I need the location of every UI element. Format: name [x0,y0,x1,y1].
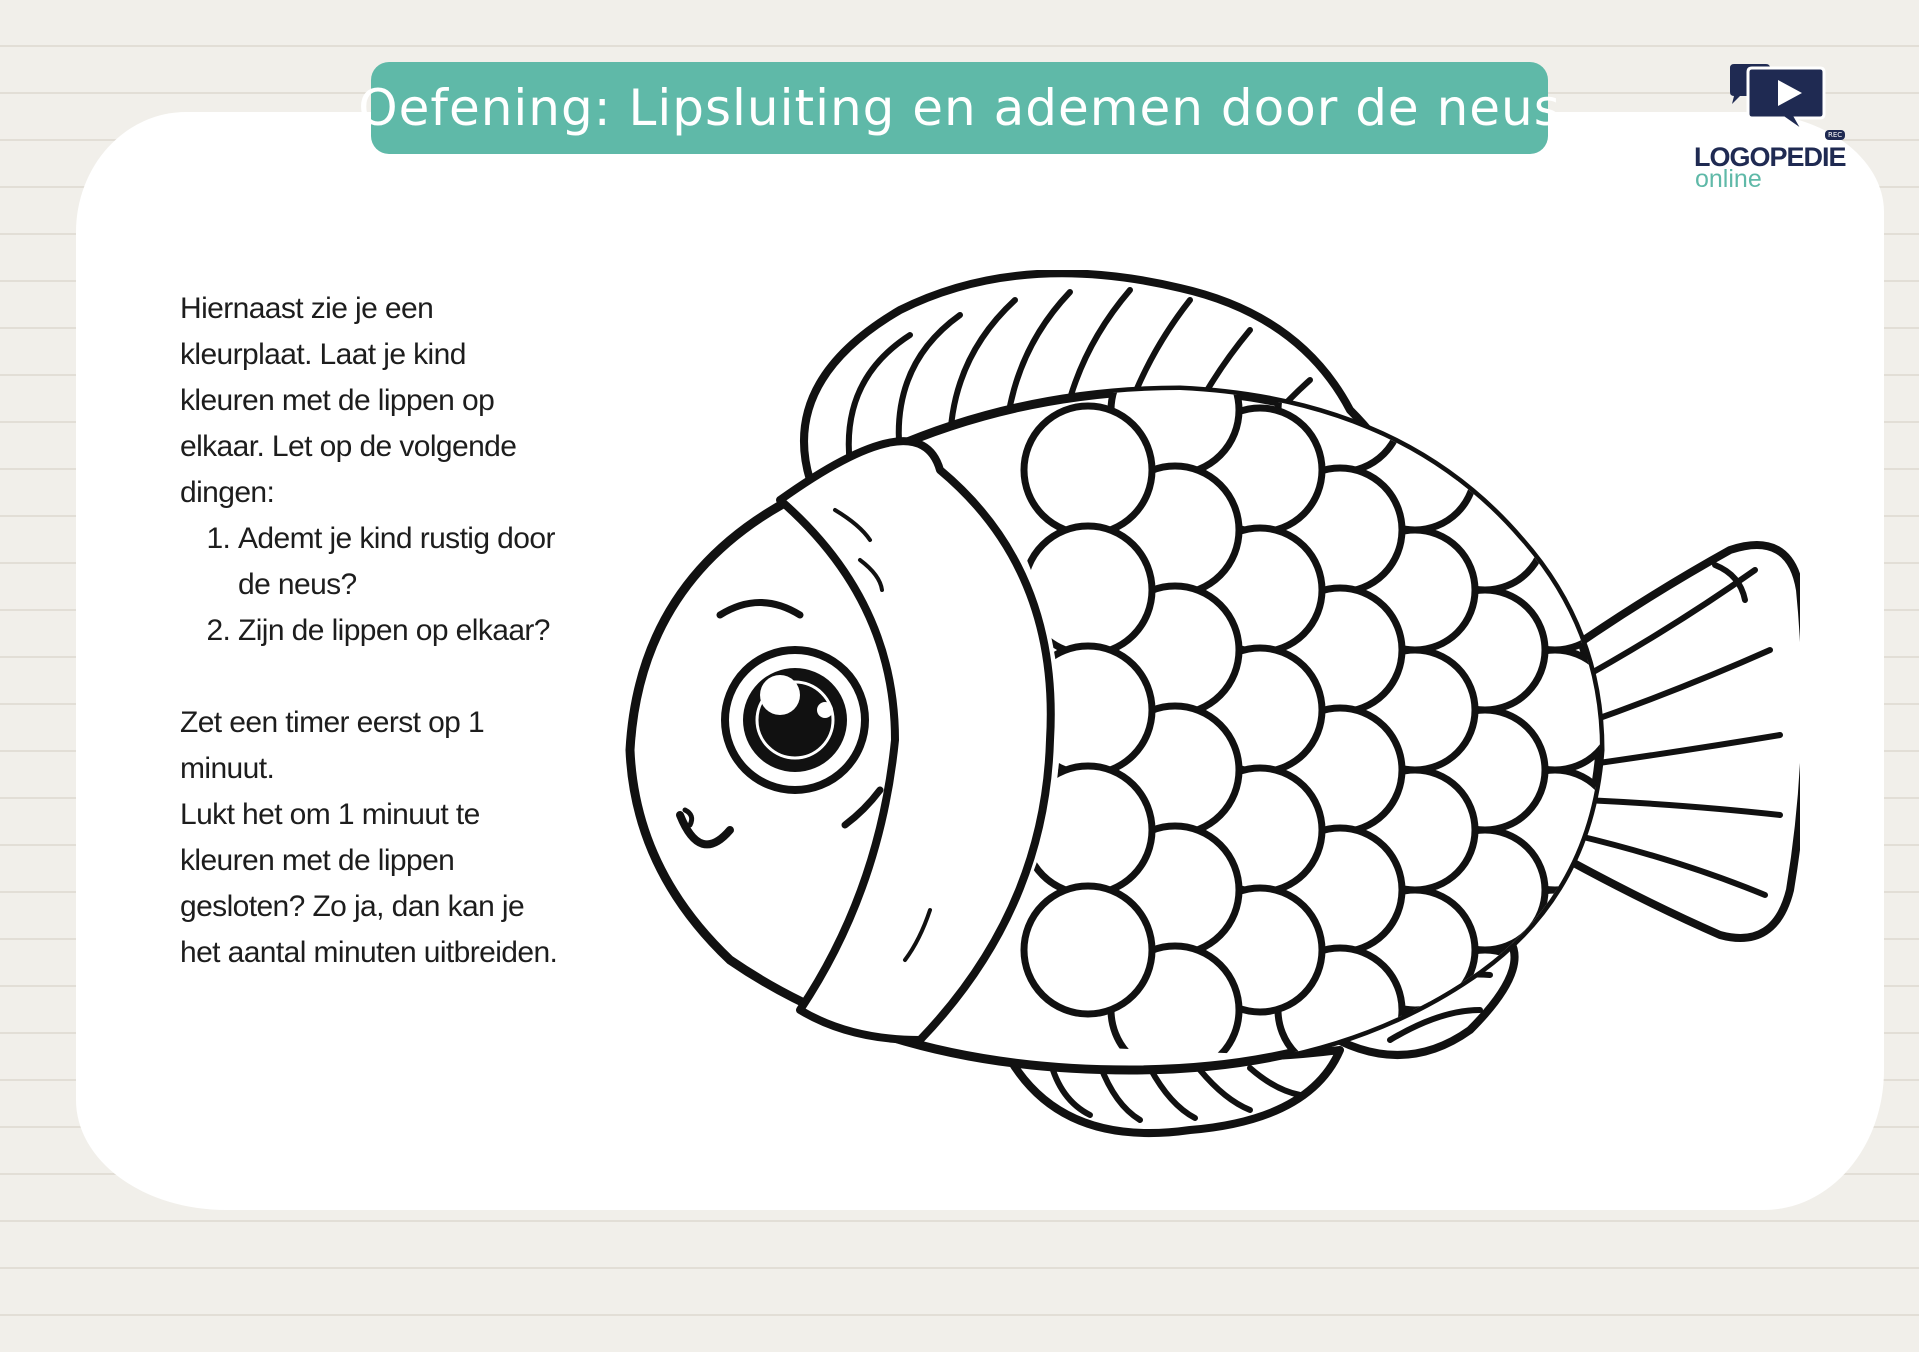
instructions-text [180,286,560,976]
checklist-item: 2. Zijn de lippen op elkaar? [238,608,560,654]
intro-paragraph: Hiernaast zie je een kleurplaat. Laat je kind kleuren met de lippen op elkaar. Let op de volgende dingen: [180,292,517,509]
checklist-item: 1. Ademt je kind rustig door de neus? [238,516,560,608]
followup-paragraph: Lukt het om 1 minuut te kleuren met de lippen gesloten? Zo ja, dan kan je het aantal minuten uitbreiden. [180,798,558,969]
checklist [180,516,560,654]
fish-coloring-page [620,270,1800,1150]
logo [1686,62,1856,192]
speech-bubble-play-icon [1726,62,1836,140]
title-banner [358,62,1561,154]
logo-subtitle: online [1695,165,1762,193]
page-title: Oefening: Lipsluiting en ademen door de neus [358,79,1561,137]
timer-paragraph: Zet een timer eerst op 1 minuut. [180,706,485,785]
logo-wordmark: LOGOPEDIE [1694,142,1846,172]
rec-badge: REC [1825,130,1845,140]
